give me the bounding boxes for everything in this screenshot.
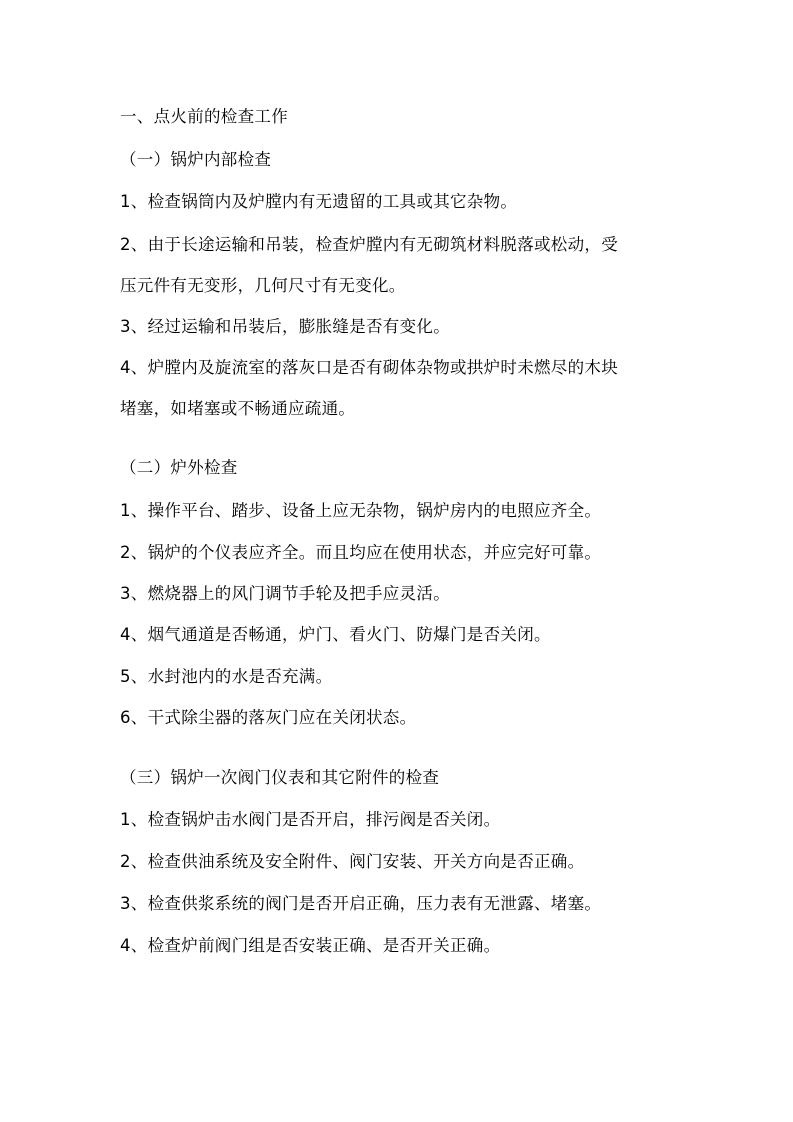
section-heading-3: （三）锅炉一次阀门仪表和其它附件的检查 — [120, 768, 440, 787]
list-item: 3、经过运输和吊装后，膨胀缝是否有变化。 — [120, 317, 450, 336]
list-item: 2、由于长途运输和吊装，检查炉膛内有无砌筑材料脱落或松动，受 — [120, 235, 618, 254]
list-item: 4、烟气通道是否畅通，炉门、看火门、防爆门是否关闭。 — [120, 625, 551, 644]
list-item: 3、检查供浆系统的阀门是否开启正确，压力表有无泄露、堵塞。 — [120, 894, 602, 913]
document-title: 一、点火前的检查工作 — [120, 107, 288, 126]
list-item: 2、检查供油系统及安全附件、阀门安装、开关方向是否正确。 — [120, 852, 585, 871]
list-item: 5、水封池内的水是否充满。 — [120, 667, 333, 686]
list-item: 1、检查锅炉击水阀门是否开启，排污阀是否关闭。 — [120, 810, 501, 829]
list-item-continuation: 压元件有无变形，几何尺寸有无变化。 — [120, 276, 406, 295]
list-item: 4、检查炉前阀门组是否安装正确、是否开关正确。 — [120, 936, 501, 955]
list-item: 6、干式除尘器的落灰门应在关闭状态。 — [120, 708, 417, 727]
section-heading-1: （一）锅炉内部检查 — [120, 150, 272, 169]
list-item: 2、锅炉的个仪表应齐全。而且均应在使用状态，并应完好可靠。 — [120, 543, 602, 562]
list-item-continuation: 堵塞，如堵塞或不畅通应疏通。 — [120, 399, 356, 418]
list-item: 1、操作平台、踏步、设备上应无杂物，锅炉房内的电照应齐全。 — [120, 501, 602, 520]
list-item: 3、燃烧器上的风门调节手轮及把手应灵活。 — [120, 584, 450, 603]
list-item: 1、检查锅筒内及炉膛内有无遗留的工具或其它杂物。 — [120, 192, 518, 211]
section-heading-2: （二）炉外检查 — [120, 458, 238, 477]
list-item: 4、炉膛内及旋流室的落灰口是否有砌体杂物或拱炉时未燃尽的木块 — [120, 358, 618, 377]
